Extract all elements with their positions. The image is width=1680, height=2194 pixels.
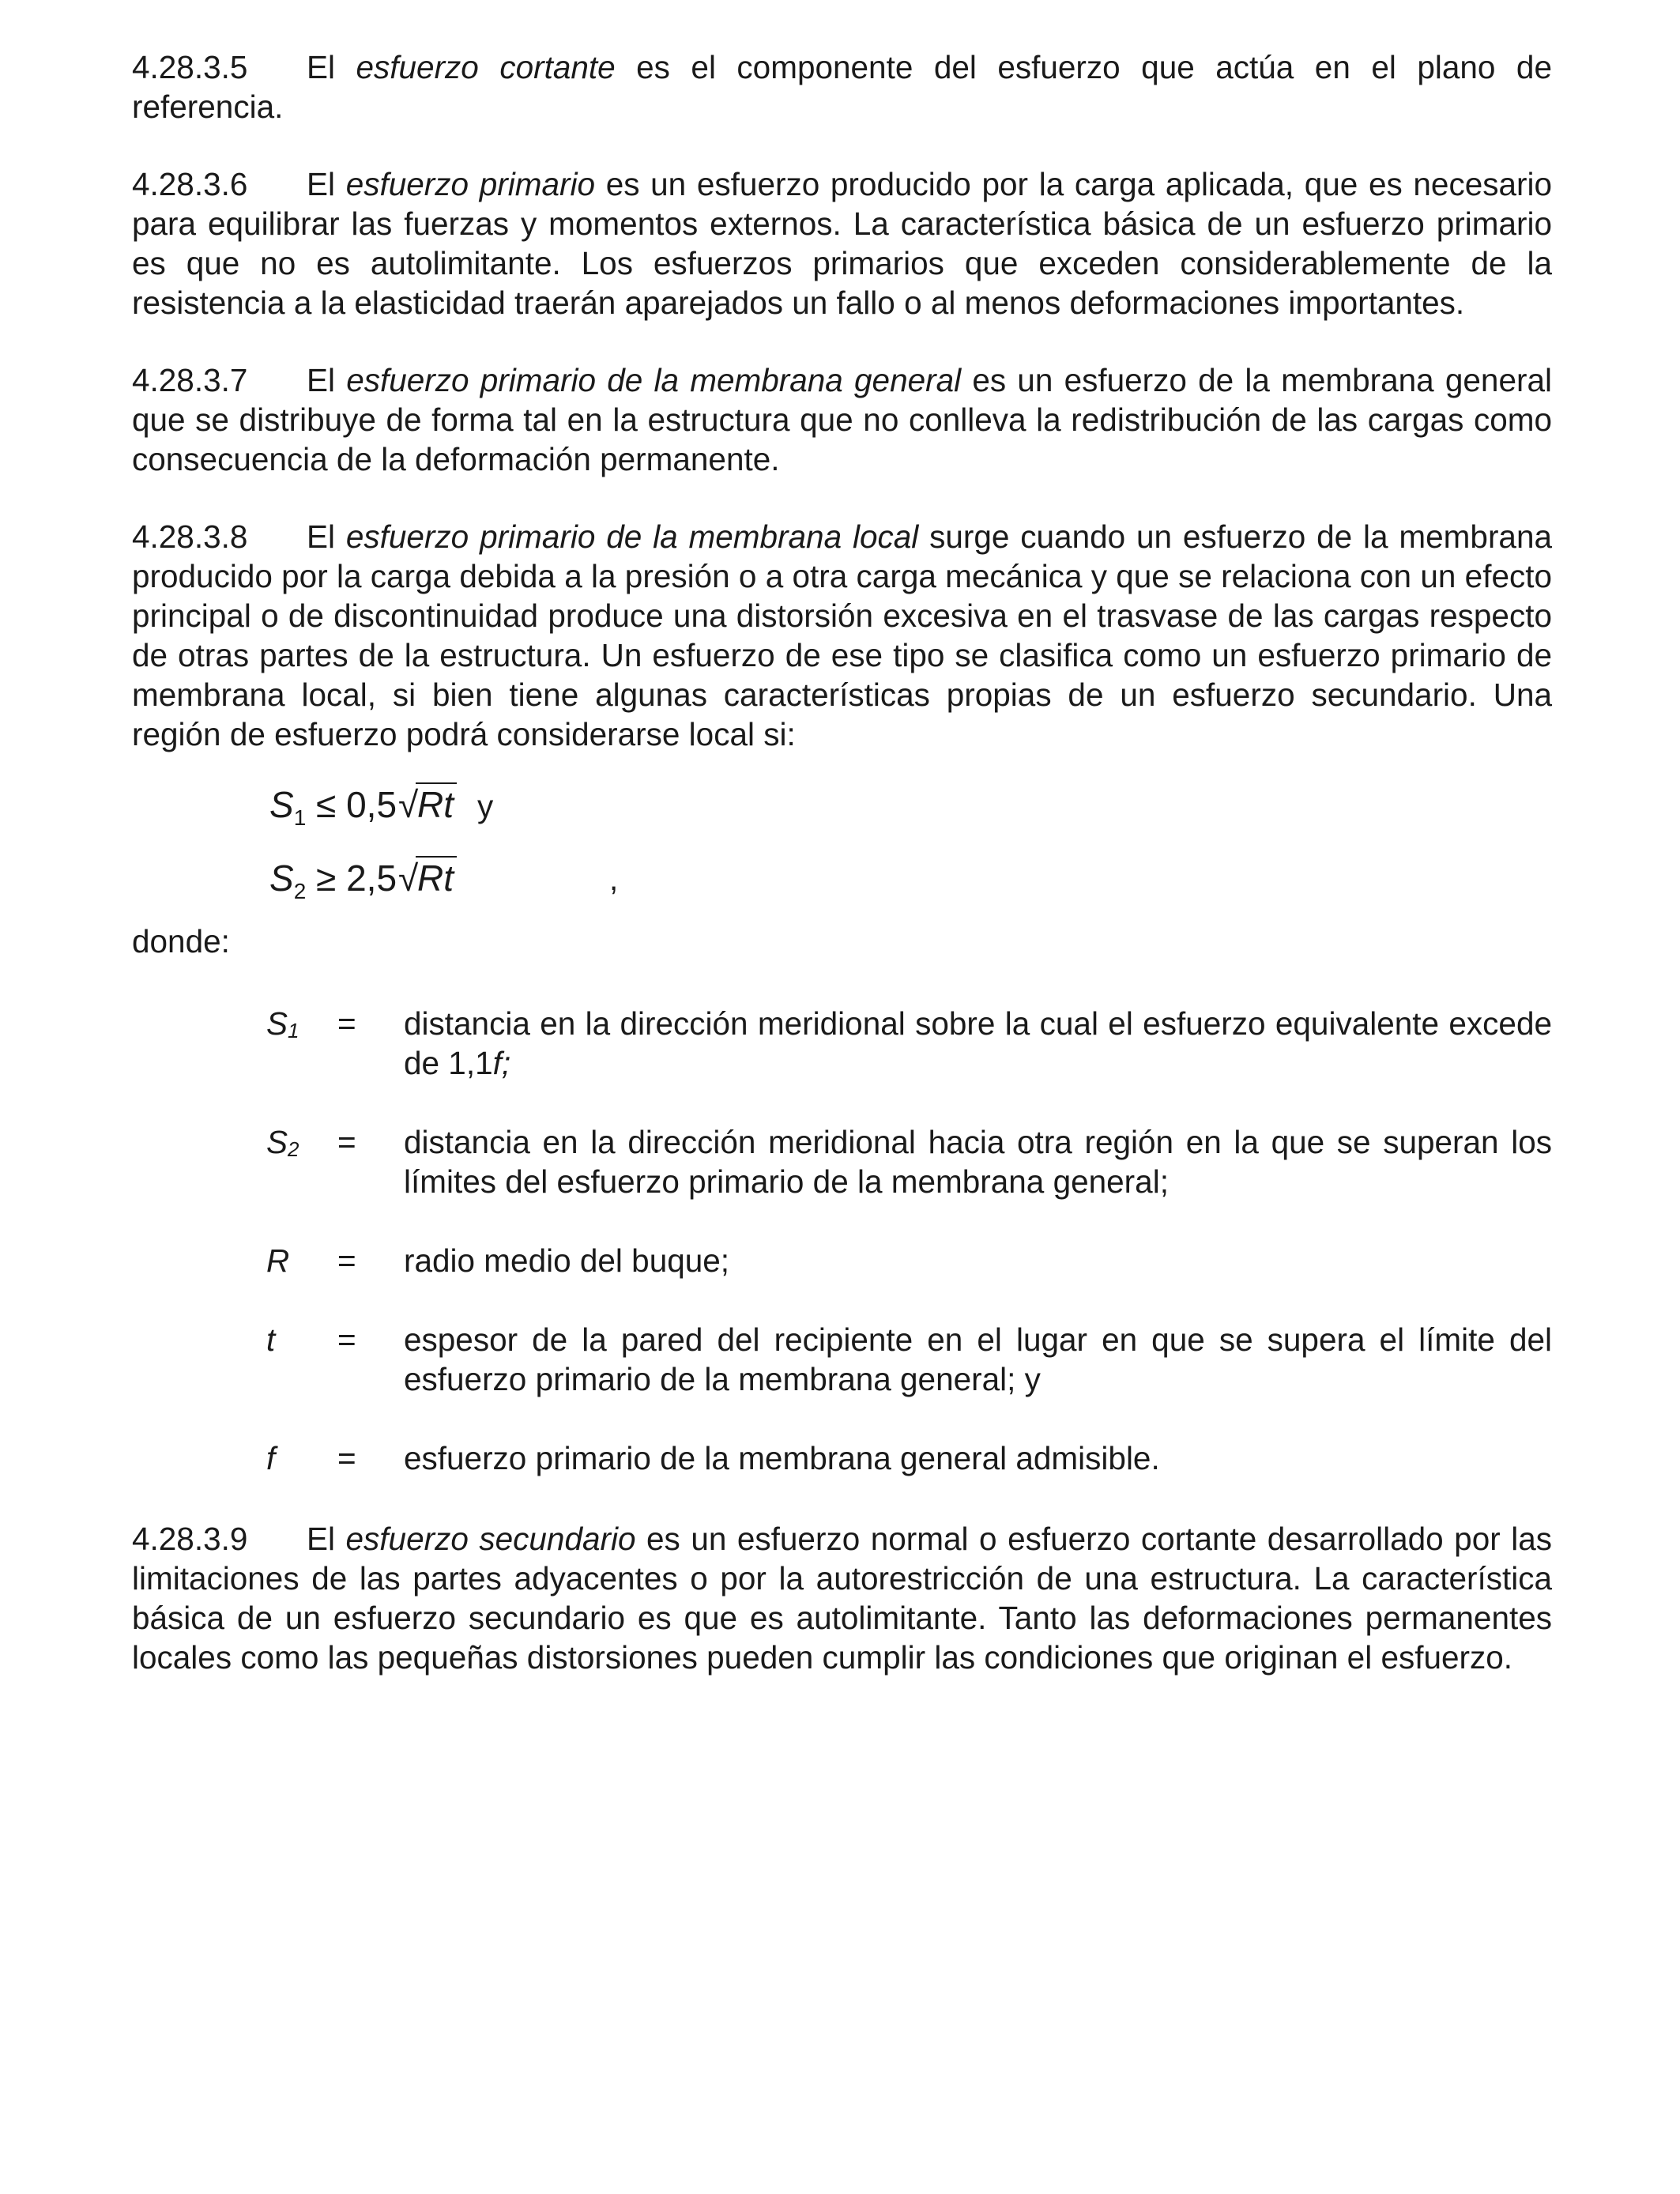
equals-sign: = — [337, 1124, 356, 1160]
definition-symbol: R — [266, 1242, 290, 1279]
definition-text: distancia en la dirección meridional hacia otra región en la que se superan los límites del esfuerzo primario de la membrana general; — [404, 1124, 1552, 1200]
paragraph-4-28-3-5 — [132, 47, 1552, 126]
eq-var: S — [269, 784, 294, 825]
paragraph-lead: El — [307, 518, 346, 555]
equation-s1 — [269, 775, 1552, 848]
defined-term: esfuerzo secundario — [345, 1521, 636, 1557]
eq-operator: ≥ — [316, 858, 337, 899]
definitions-list — [132, 1004, 1552, 1478]
paragraph-text: es un esfuerzo producido por la carga aplicada, que es necesario para equilibrar las fuerzas y momentos externos. La característica básica de un esfuerzo primario es que no es autolimitante. Los esfuerzos primarios que exceden considerablemente de la resistencia a la elasticidad traerán aparejados un fallo o al menos deformaciones importantes. — [132, 166, 1553, 321]
symbol-letter: S — [266, 1005, 288, 1042]
eq-subscript: 2 — [293, 879, 307, 903]
document-page — [132, 47, 1552, 1715]
definition-s1 — [132, 1004, 1552, 1083]
eq-comma: , — [609, 861, 619, 897]
radicand: Rt — [416, 856, 457, 899]
definition-text — [404, 1004, 1552, 1083]
paragraph-lead: El — [307, 49, 356, 85]
equation-s2 — [269, 848, 1552, 922]
definition-s2 — [132, 1122, 1552, 1201]
paragraph-lead: El — [307, 1521, 346, 1557]
paragraph-4-28-3-6 — [132, 164, 1552, 322]
symbol-letter: S — [266, 1124, 288, 1160]
paragraph-text: es el componente del esfuerzo que actúa en el plano de referencia. — [132, 49, 1552, 125]
symbol-subscript: 2 — [288, 1137, 299, 1161]
section-number: 4.28.3.7 — [132, 362, 248, 398]
definition-text: espesor de la pared del recipiente en el lugar en que se supera el límite del esfuerzo primario de la membrana general; y — [404, 1321, 1552, 1397]
paragraph-lead: El — [307, 362, 347, 398]
equals-sign: = — [337, 1321, 356, 1358]
section-number: 4.28.3.8 — [132, 518, 248, 555]
section-number: 4.28.3.9 — [132, 1521, 248, 1557]
definition-symbol: f — [266, 1440, 276, 1476]
square-root — [398, 775, 457, 835]
definition-text: radio medio del buque; — [404, 1242, 730, 1279]
paragraph-lead: El — [307, 166, 346, 202]
definition-symbol — [266, 1122, 337, 1201]
definition-text: esfuerzo primario de la membrana general admisible. — [404, 1440, 1160, 1476]
defined-term: esfuerzo cortante — [356, 49, 616, 85]
radical-sign: √ — [398, 784, 419, 825]
paragraph-4-28-3-8 — [132, 517, 1552, 754]
definition-t — [132, 1320, 1552, 1399]
eq-operator: ≤ — [316, 784, 337, 825]
eq-subscript: 1 — [293, 805, 307, 830]
equals-sign: = — [337, 1440, 356, 1476]
definition-symbol — [266, 1004, 337, 1083]
definition-f — [132, 1438, 1552, 1478]
defined-term: esfuerzo primario — [345, 166, 596, 202]
section-number: 4.28.3.5 — [132, 49, 248, 85]
paragraph-text: es un esfuerzo de la membrana general que se distribuye de forma tal en la estructura que no conlleva la redistribución de las cargas como consecuencia de la deformación permanente. — [132, 362, 1552, 477]
paragraph-4-28-3-9 — [132, 1519, 1552, 1677]
equals-sign: = — [337, 1242, 356, 1279]
radical-sign: √ — [398, 858, 419, 899]
eq-coefficient: 2,5 — [346, 858, 397, 899]
defined-term: esfuerzo primario de la membrana general — [346, 362, 962, 398]
section-number: 4.28.3.6 — [132, 166, 248, 202]
defined-term: esfuerzo primario de la membrana local — [345, 518, 919, 555]
eq-var: S — [269, 858, 294, 899]
locality-conditions — [269, 775, 1552, 903]
paragraph-text: es un esfuerzo normal o esfuerzo cortante desarrollado por las limitaciones de las partes adyacentes o por la autorestricción de una estructura. La característica básica de un esfuerzo secundario es que es autolimitante. Tanto las deformaciones permanentes locales como las pequeñas distorsiones pueden cumplir las condiciones que originan el esfuerzo. — [132, 1521, 1553, 1676]
paragraph-text: surge cuando un esfuerzo de la membrana producido por la carga debida a la presión o a otra carga mecánica y que se relaciona con un efecto principal o de discontinuidad produce una distorsión excesiva en el trasvase de las cargas respecto de otras partes de la estructura. Un esfuerzo de ese tipo se clasifica como un esfuerzo primario de membrana local, si bien tiene algunas características propias de un esfuerzo secundario. Una región de esfuerzo podrá considerarse local si: — [132, 518, 1552, 752]
eq-coefficient: 0,5 — [346, 784, 397, 825]
symbol-subscript: 1 — [288, 1019, 299, 1042]
definition-text-var: f; — [492, 1045, 511, 1081]
equals-sign: = — [337, 1005, 356, 1042]
paragraph-4-28-3-7 — [132, 360, 1552, 479]
eq-conjunction: y — [477, 788, 494, 824]
definition-r — [132, 1241, 1552, 1280]
radicand: Rt — [416, 782, 457, 825]
where-label: donde: — [132, 923, 230, 959]
square-root — [398, 848, 457, 908]
definition-text-main: distancia en la dirección meridional sobre la cual el esfuerzo equivalente excede de 1,1 — [404, 1005, 1552, 1081]
definition-symbol: t — [266, 1321, 276, 1358]
